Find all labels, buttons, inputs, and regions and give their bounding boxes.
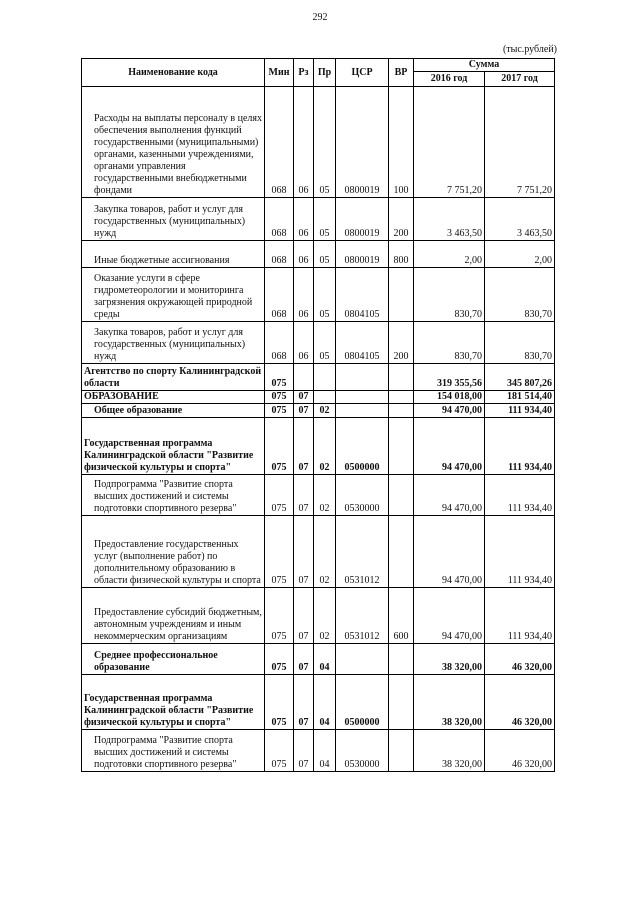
cell-min: 068 [265, 268, 294, 322]
table-row [82, 241, 555, 268]
cell-min: 075 [265, 475, 294, 516]
cell-y2016: 94 470,00 [414, 588, 485, 644]
cell-rz [294, 364, 314, 391]
header-2017: 2017 год [485, 72, 555, 87]
cell-name: Оказание услуги в сфере гидрометеорологии и мониторинга загрязнения окружающей природной среды [82, 268, 265, 322]
cell-pr: 05 [314, 87, 336, 198]
table-row [82, 418, 555, 475]
cell-pr: 04 [314, 675, 336, 730]
header-min: Мин [265, 59, 294, 87]
cell-y2017: 111 934,40 [485, 588, 555, 644]
header-sum: Сумма [414, 59, 555, 72]
cell-min: 068 [265, 241, 294, 268]
cell-pr: 05 [314, 322, 336, 364]
cell-y2016: 94 470,00 [414, 418, 485, 475]
cell-csr [336, 404, 389, 418]
table-row [82, 475, 555, 516]
cell-csr: 0530000 [336, 475, 389, 516]
cell-pr: 04 [314, 644, 336, 675]
cell-min: 075 [265, 588, 294, 644]
table-row [82, 391, 555, 404]
cell-name: Закупка товаров, работ и услуг для государственных (муниципальных) нужд [82, 322, 265, 364]
cell-csr [336, 364, 389, 391]
cell-rz: 07 [294, 516, 314, 588]
cell-pr: 02 [314, 516, 336, 588]
cell-y2017: 3 463,50 [485, 198, 555, 241]
header-vr: ВР [389, 59, 414, 87]
cell-csr: 0800019 [336, 198, 389, 241]
cell-vr [389, 644, 414, 675]
cell-y2017: 46 320,00 [485, 730, 555, 772]
cell-name: Среднее профессиональное образование [82, 644, 265, 675]
table-row [82, 404, 555, 418]
cell-vr [389, 391, 414, 404]
cell-vr: 200 [389, 322, 414, 364]
cell-name: Государственная программа Калининградской области "Развитие физической культуры и спорта" [82, 418, 265, 475]
cell-pr: 04 [314, 730, 336, 772]
cell-y2016: 154 018,00 [414, 391, 485, 404]
cell-y2016: 2,00 [414, 241, 485, 268]
cell-y2017: 181 514,40 [485, 391, 555, 404]
table-row [82, 268, 555, 322]
cell-csr: 0800019 [336, 87, 389, 198]
cell-rz: 07 [294, 418, 314, 475]
cell-name: Агентство по спорту Калининградской области [82, 364, 265, 391]
cell-vr [389, 268, 414, 322]
cell-y2016: 38 320,00 [414, 730, 485, 772]
cell-csr: 0531012 [336, 588, 389, 644]
cell-csr [336, 391, 389, 404]
cell-rz: 07 [294, 588, 314, 644]
cell-name: Иные бюджетные ассигнования [82, 241, 265, 268]
cell-min: 075 [265, 675, 294, 730]
cell-name: Закупка товаров, работ и услуг для государственных (муниципальных) нужд [82, 198, 265, 241]
cell-rz: 07 [294, 475, 314, 516]
cell-rz: 06 [294, 198, 314, 241]
cell-vr [389, 675, 414, 730]
cell-vr: 200 [389, 198, 414, 241]
cell-csr: 0530000 [336, 730, 389, 772]
cell-y2016: 94 470,00 [414, 475, 485, 516]
cell-rz: 07 [294, 730, 314, 772]
cell-y2017: 830,70 [485, 322, 555, 364]
cell-rz: 06 [294, 322, 314, 364]
cell-name: Предоставление субсидий бюджетным, автономным учреждениям и иным некоммерческим организациям [82, 588, 265, 644]
header-csr: ЦСР [336, 59, 389, 87]
table-row [82, 87, 555, 198]
table-row [82, 364, 555, 391]
cell-name: Подпрограмма "Развитие спорта высших достижений и системы подготовки спортивного резерва" [82, 730, 265, 772]
cell-rz: 07 [294, 404, 314, 418]
cell-y2017: 2,00 [485, 241, 555, 268]
page-number: 292 [312, 12, 328, 23]
cell-pr: 02 [314, 475, 336, 516]
cell-min: 068 [265, 198, 294, 241]
cell-vr [389, 404, 414, 418]
cell-y2016: 94 470,00 [414, 404, 485, 418]
cell-y2016: 830,70 [414, 268, 485, 322]
cell-y2017: 111 934,40 [485, 404, 555, 418]
units-label: (тыс.рублей) [502, 44, 557, 55]
cell-name: Государственная программа Калининградской области "Развитие физической культуры и спорта" [82, 675, 265, 730]
cell-csr: 0804105 [336, 322, 389, 364]
cell-min: 075 [265, 364, 294, 391]
cell-pr: 05 [314, 241, 336, 268]
cell-csr: 0804105 [336, 268, 389, 322]
budget-table [81, 58, 555, 772]
header-rz: Рз [294, 59, 314, 87]
header-2016: 2016 год [414, 72, 485, 87]
cell-min: 075 [265, 404, 294, 418]
cell-min: 075 [265, 516, 294, 588]
cell-y2016: 94 470,00 [414, 516, 485, 588]
cell-vr [389, 475, 414, 516]
cell-min: 075 [265, 391, 294, 404]
cell-y2017: 111 934,40 [485, 475, 555, 516]
table-row [82, 322, 555, 364]
cell-rz: 07 [294, 391, 314, 404]
cell-csr: 0500000 [336, 675, 389, 730]
cell-pr: 02 [314, 588, 336, 644]
cell-vr: 100 [389, 87, 414, 198]
cell-csr: 0531012 [336, 516, 389, 588]
cell-pr [314, 364, 336, 391]
cell-y2017: 7 751,20 [485, 87, 555, 198]
cell-vr [389, 730, 414, 772]
cell-rz: 06 [294, 268, 314, 322]
cell-min: 075 [265, 730, 294, 772]
cell-y2017: 46 320,00 [485, 675, 555, 730]
cell-y2016: 319 355,56 [414, 364, 485, 391]
cell-min: 068 [265, 87, 294, 198]
cell-pr: 02 [314, 404, 336, 418]
table-row [82, 588, 555, 644]
table-row [82, 198, 555, 241]
cell-name: Общее образование [82, 404, 265, 418]
cell-name: Подпрограмма "Развитие спорта высших достижений и системы подготовки спортивного резерва" [82, 475, 265, 516]
cell-name: Предоставление государственных услуг (выполнение работ) по дополнительному образованию в области физической культуры и спорта [82, 516, 265, 588]
cell-rz: 07 [294, 675, 314, 730]
cell-rz: 07 [294, 644, 314, 675]
cell-vr [389, 364, 414, 391]
cell-csr: 0500000 [336, 418, 389, 475]
cell-rz: 06 [294, 87, 314, 198]
cell-vr: 800 [389, 241, 414, 268]
cell-pr: 02 [314, 418, 336, 475]
cell-rz: 06 [294, 241, 314, 268]
cell-y2016: 7 751,20 [414, 87, 485, 198]
cell-min: 075 [265, 418, 294, 475]
cell-name: Расходы на выплаты персоналу в целях обеспечения выполнения функций государственными (муниципальными) органами, казенными учреждениями, органами управления государственными внебюджетными фондами [82, 87, 265, 198]
cell-vr [389, 516, 414, 588]
table-row [82, 644, 555, 675]
cell-y2016: 830,70 [414, 322, 485, 364]
cell-min: 068 [265, 322, 294, 364]
cell-y2016: 38 320,00 [414, 675, 485, 730]
header-pr: Пр [314, 59, 336, 87]
cell-vr [389, 418, 414, 475]
cell-min: 075 [265, 644, 294, 675]
cell-y2017: 46 320,00 [485, 644, 555, 675]
cell-pr: 05 [314, 268, 336, 322]
cell-name: ОБРАЗОВАНИЕ [82, 391, 265, 404]
cell-y2017: 830,70 [485, 268, 555, 322]
cell-y2017: 111 934,40 [485, 418, 555, 475]
table-row [82, 730, 555, 772]
table-row [82, 675, 555, 730]
header-name: Наименование кода [82, 59, 265, 87]
cell-pr: 05 [314, 198, 336, 241]
cell-csr [336, 644, 389, 675]
cell-y2017: 345 807,26 [485, 364, 555, 391]
cell-y2017: 111 934,40 [485, 516, 555, 588]
table-row [82, 516, 555, 588]
cell-csr: 0800019 [336, 241, 389, 268]
cell-y2016: 3 463,50 [414, 198, 485, 241]
cell-pr [314, 391, 336, 404]
cell-vr: 600 [389, 588, 414, 644]
cell-y2016: 38 320,00 [414, 644, 485, 675]
